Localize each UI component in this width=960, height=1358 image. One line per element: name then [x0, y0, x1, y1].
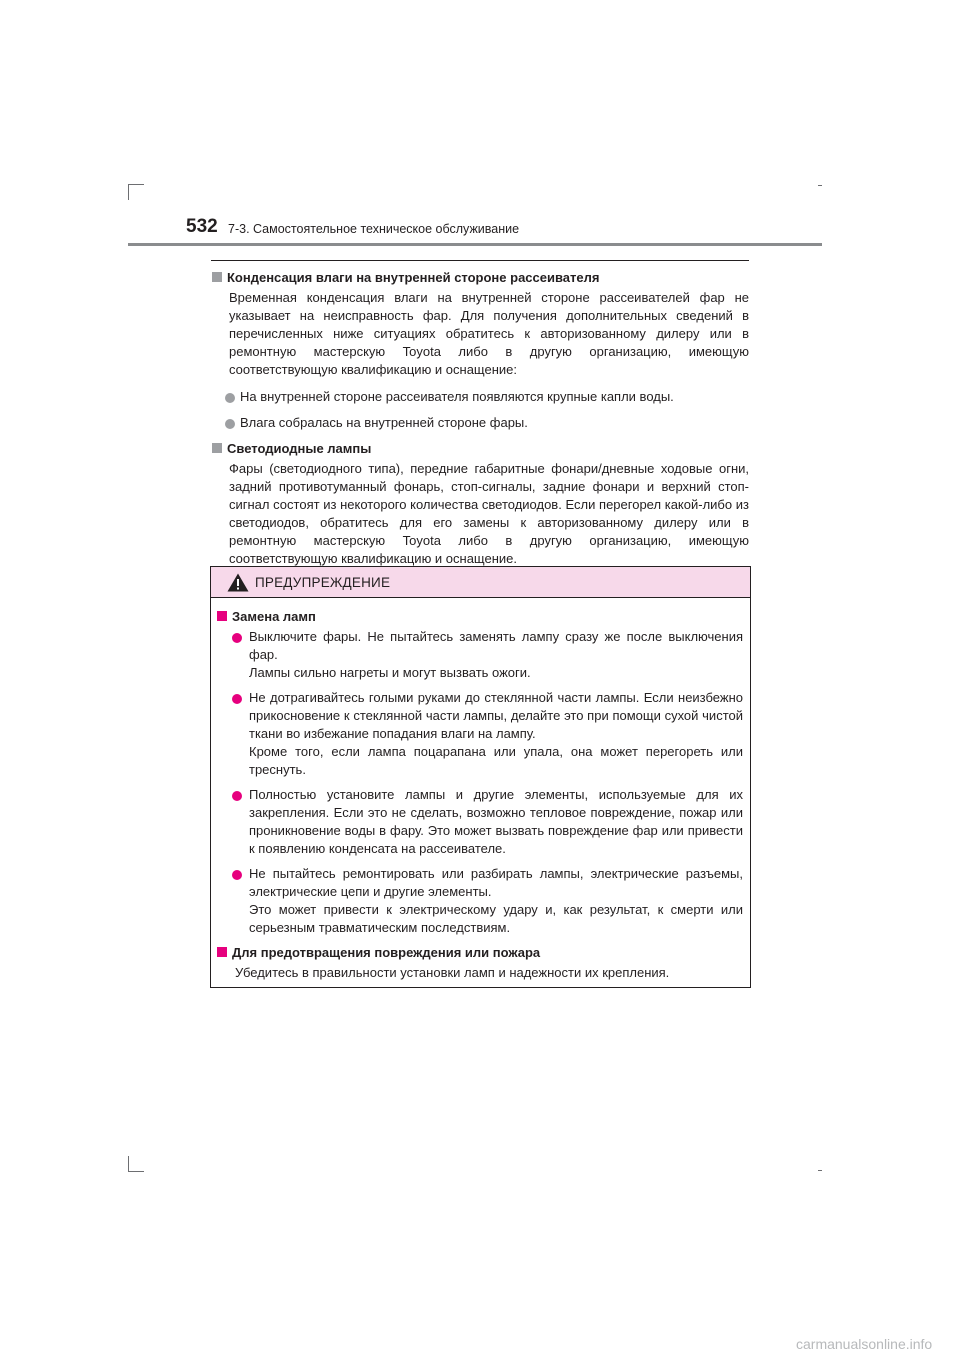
list-item-subtext: Кроме того, если лампа поцарапана или упала, она может перегореть или треснуть.	[249, 744, 743, 777]
list-item	[217, 689, 743, 779]
square-bullet-icon	[212, 272, 222, 282]
section-title: 7-3. Самостоятельное техническое обслуживание	[228, 222, 520, 236]
warning-paragraph: Убедитесь в правильности установки ламп и надежности их крепления.	[235, 965, 670, 980]
crop-mark	[128, 1171, 144, 1172]
content-top-rule	[211, 260, 749, 261]
warning-heading-text: Для предотвращения повреждения или пожара	[232, 945, 541, 960]
page-number: 532	[186, 216, 218, 237]
crop-mark	[128, 184, 129, 200]
list-item	[217, 628, 743, 682]
warning-heading-text: Замена ламп	[232, 609, 316, 624]
round-bullet-icon	[232, 870, 242, 880]
section-paragraph: Фары (светодиодного типа), передние габаритные фонари/дневные ходовые огни, задний противотуманный фонарь, стоп-сигналы, задние фонари и верхний стоп-сигнал состоят из некоторого количества светодиодов. Если перегорел какой-либо из светодиодов, обратитесь для его замены к авторизованному дилеру или в ремонтную мастерскую Toyota либо в другую организацию, имеющую соответствующую квалификацию и оснащение.	[229, 461, 749, 566]
warning-heading	[217, 608, 743, 625]
list-item	[211, 414, 749, 432]
round-bullet-icon	[232, 694, 242, 704]
warning-box	[210, 566, 751, 988]
header-rule	[128, 243, 822, 246]
warning-heading	[217, 944, 743, 961]
crop-mark	[818, 185, 822, 186]
list-item	[217, 865, 743, 937]
page-header	[186, 216, 822, 246]
crop-mark	[128, 1156, 129, 1172]
list-item-text: Не дотрагивайтесь голыми руками до стеклянной части лампы. Если неизбежно прикосновение к стеклянной части лампы, делайте это при помощи сухой чистой ткани во избежание попадания влаги на лампу.	[249, 690, 743, 741]
warning-triangle-icon	[227, 573, 249, 592]
list-item	[211, 388, 749, 406]
square-bullet-icon	[217, 947, 227, 957]
round-bullet-icon	[225, 419, 235, 429]
section-heading-text: Светодиодные лампы	[227, 441, 372, 456]
crop-mark	[818, 1170, 822, 1171]
list-item-text: На внутренней стороне рассеивателя появляются крупные капли воды.	[240, 389, 674, 404]
main-content	[211, 260, 749, 577]
round-bullet-icon	[232, 791, 242, 801]
warning-title: ПРЕДУПРЕЖДЕНИЕ	[255, 575, 391, 590]
section-heading-text: Конденсация влаги на внутренней стороне рассеивателя	[227, 270, 600, 285]
square-bullet-icon	[217, 611, 227, 621]
list-item-subtext: Это может привести к электрическому удару и, как результат, к смерти или серьезным травматическим последствиям.	[249, 902, 743, 935]
section-heading	[211, 269, 749, 286]
crop-mark	[128, 184, 144, 185]
list-item-text: Влага собралась на внутренней стороне фары.	[240, 415, 528, 430]
list-item-text: Выключите фары. Не пытайтесь заменять лампу сразу же после выключения фар.	[249, 629, 743, 662]
round-bullet-icon	[232, 633, 242, 643]
list-item	[217, 786, 743, 858]
list-item-text: Полностью установите лампы и другие элементы, используемые для их закрепления. Если это не сделать, возможно тепловое повреждение, пожар или проникновение воды в фару. Это может вызвать повреждение фар или привести к появлению конденсата на рассеивателе.	[249, 787, 743, 856]
warning-body	[211, 608, 750, 982]
warning-header	[211, 567, 750, 598]
list-item-text: Не пытайтесь ремонтировать или разбирать лампы, электрические разъемы, электрические цепи и другие элементы.	[249, 866, 743, 899]
section-paragraph: Временная конденсация влаги на внутренней стороне рассеивателей фар не указывает на неисправность фар. Для получения дополнительных сведений в перечисленных ниже ситуациях обратитесь к авторизованному дилеру или в ремонтную мастерскую Toyota либо в другую организацию, имеющую соответствующую квалификацию и оснащение:	[229, 290, 749, 377]
watermark: carmanualsonline.info	[796, 1336, 933, 1352]
round-bullet-icon	[225, 393, 235, 403]
list-item-subtext: Лампы сильно нагреты и могут вызвать ожоги.	[249, 665, 531, 680]
square-bullet-icon	[212, 443, 222, 453]
section-heading	[211, 440, 749, 457]
